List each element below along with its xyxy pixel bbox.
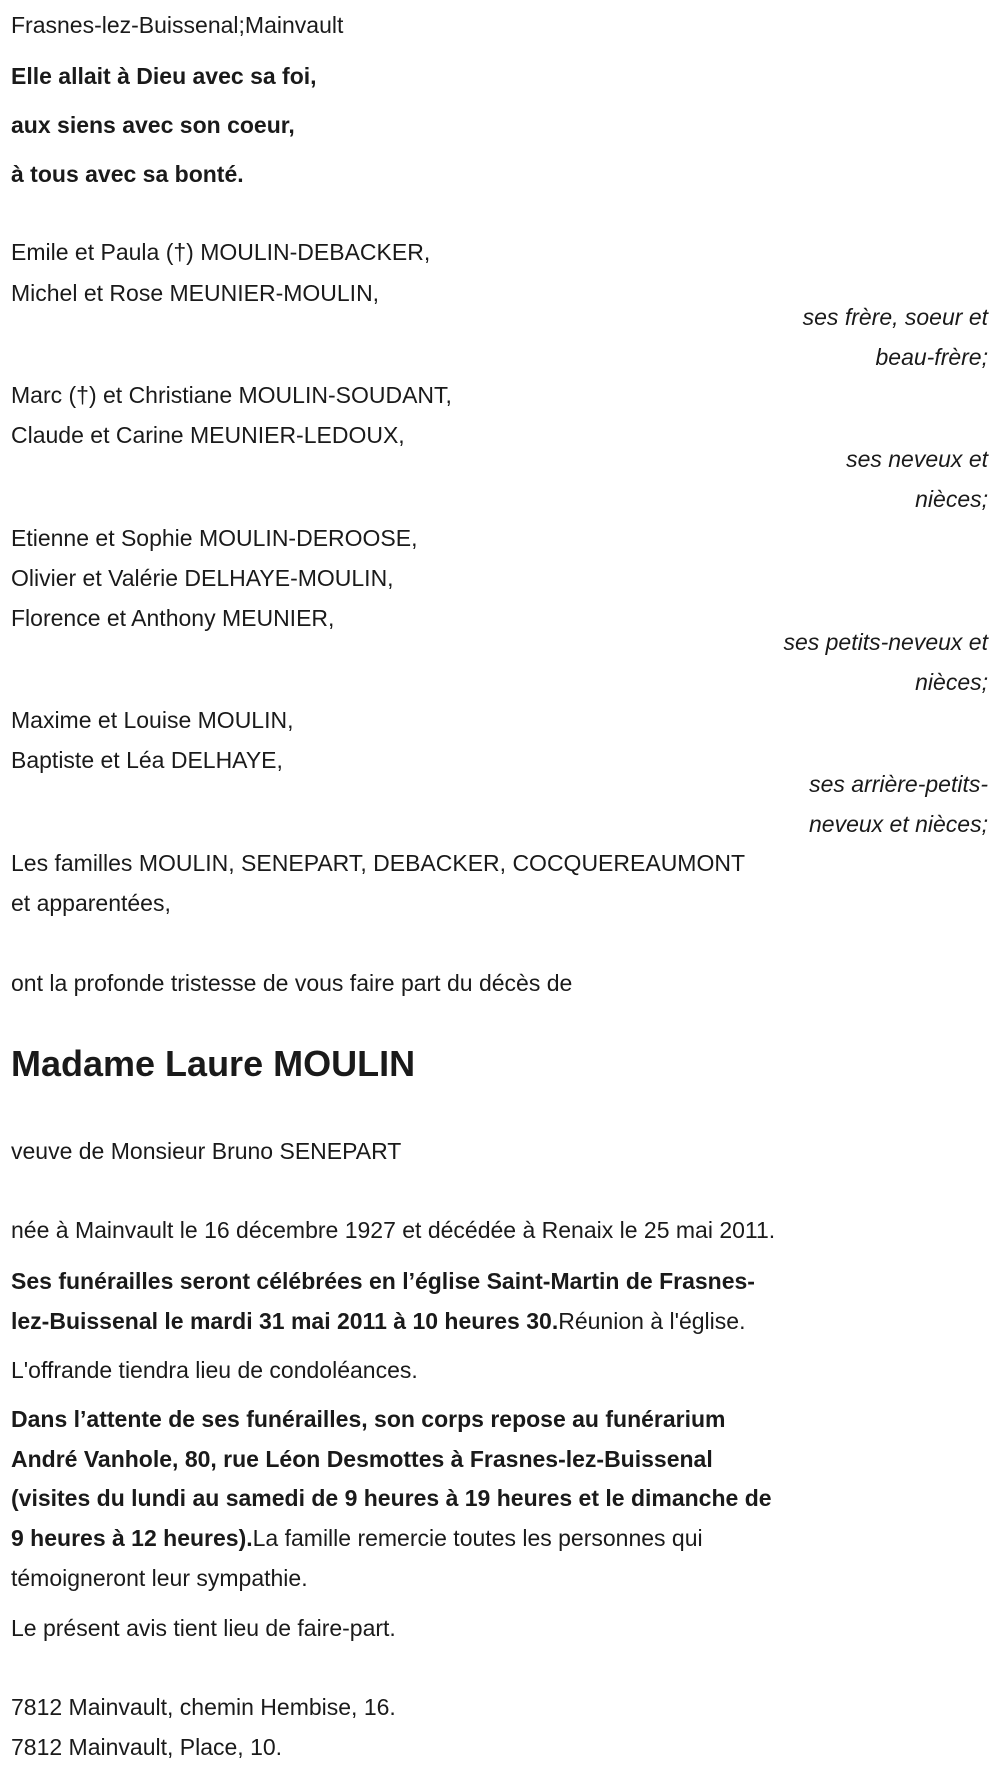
- family-member: Florence et Anthony MEUNIER,: [11, 605, 335, 631]
- family-role: ses petits-neveux et: [783, 629, 988, 655]
- funeral-info-bold: lez-Buissenal le mardi 31 mai 2011 à 10 heures 30.: [11, 1308, 559, 1334]
- thanks: témoigneront leur sympathie.: [11, 1565, 308, 1591]
- funeral-info-normal: Réunion à l'église.: [558, 1308, 746, 1334]
- family-member: Baptiste et Léa DELHAYE,: [11, 747, 283, 773]
- family-member: Claude et Carine MEUNIER-LEDOUX,: [11, 422, 405, 448]
- family-role: ses frère, soeur et: [802, 304, 988, 330]
- announcement: ont la profonde tristesse de vous faire part du décès de: [11, 970, 573, 996]
- deceased-name: Madame Laure MOULIN: [11, 1043, 416, 1084]
- family-role: ses arrière-petits-: [809, 771, 988, 797]
- family-member: Maxime et Louise MOULIN,: [11, 707, 294, 733]
- location: Frasnes-lez-Buissenal;Mainvault: [11, 12, 344, 38]
- widow-of: veuve de Monsieur Bruno SENEPART: [11, 1138, 402, 1164]
- wake-info-bold: 9 heures à 12 heures).: [11, 1525, 253, 1551]
- family-member: Michel et Rose MEUNIER-MOULIN,: [11, 280, 380, 306]
- family-member: Olivier et Valérie DELHAYE-MOULIN,: [11, 565, 394, 591]
- family-role: beau-frère;: [875, 344, 988, 370]
- offering: L'offrande tiendra lieu de condoléances.: [11, 1357, 418, 1383]
- poem-line: à tous avec sa bonté.: [11, 161, 244, 187]
- family-member: Emile et Paula (†) MOULIN-DEBACKER,: [11, 239, 431, 265]
- funeral-info: [11, 1307, 745, 1335]
- family-role: nièces;: [915, 669, 988, 695]
- notice: Le présent avis tient lieu de faire-part.: [11, 1615, 396, 1641]
- address: 7812 Mainvault, chemin Hembise, 16.: [11, 1694, 396, 1720]
- wake-info: Dans l’attente de ses funérailles, son corps repose au funérarium: [11, 1406, 726, 1432]
- wake-info: André Vanhole, 80, rue Léon Desmottes à Frasnes-lez-Buissenal: [11, 1446, 713, 1472]
- funeral-info: Ses funérailles seront célébrées en l’église Saint-Martin de Frasnes-: [11, 1268, 755, 1294]
- address: 7812 Mainvault, Place, 10.: [11, 1734, 283, 1760]
- family-member: Etienne et Sophie MOULIN-DEROOSE,: [11, 525, 418, 551]
- other-families: Les familles MOULIN, SENEPART, DEBACKER, COCQUEREAUMONT: [11, 850, 746, 876]
- birth-death: née à Mainvault le 16 décembre 1927 et décédée à Renaix le 25 mai 2011.: [11, 1217, 776, 1243]
- wake-info: (visites du lundi au samedi de 9 heures à 19 heures et le dimanche de: [11, 1485, 772, 1511]
- wake-info: [11, 1524, 703, 1552]
- poem-line: Elle allait à Dieu avec sa foi,: [11, 63, 317, 89]
- family-member: Marc (†) et Christiane MOULIN-SOUDANT,: [11, 382, 452, 408]
- family-role: neveux et nièces;: [808, 811, 988, 837]
- family-role: ses neveux et: [846, 446, 988, 472]
- other-families: et apparentées,: [11, 890, 171, 916]
- thanks: La famille remercie toutes les personnes qui: [252, 1525, 703, 1551]
- family-role: nièces;: [915, 486, 988, 512]
- poem-line: aux siens avec son coeur,: [11, 112, 295, 138]
